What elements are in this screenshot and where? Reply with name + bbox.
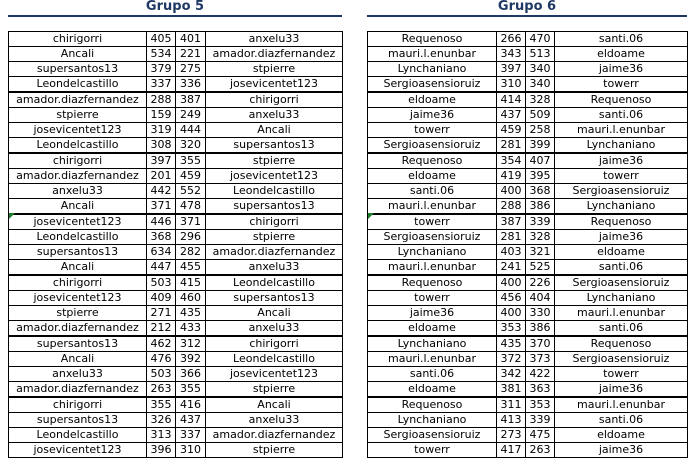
away-score-cell: 263	[526, 443, 555, 458]
away-score-cell: 249	[176, 108, 206, 123]
away-score-cell: 470	[526, 32, 555, 47]
away-score-cell: 321	[526, 245, 555, 260]
home-player-cell: josevicentet123	[9, 443, 147, 458]
home-score-cell: 503	[147, 275, 176, 291]
away-score-cell: 370	[526, 336, 555, 352]
match-row	[9, 62, 343, 77]
match-row	[9, 138, 343, 154]
home-score-cell: 326	[147, 413, 176, 428]
comment-marker-group-5	[9, 213, 15, 219]
away-player-cell: chirigorri	[206, 214, 343, 230]
away-player-cell: Requenoso	[555, 92, 688, 108]
group-6-title-rule	[367, 15, 687, 17]
away-score-cell: 392	[176, 352, 206, 367]
home-score-cell: 456	[497, 291, 526, 306]
match-row	[368, 108, 688, 123]
home-player-cell: santi.06	[368, 184, 497, 199]
match-row	[368, 169, 688, 184]
away-score-cell: 478	[176, 199, 206, 215]
match-row	[368, 321, 688, 337]
home-player-cell: stpierre	[9, 108, 147, 123]
group-5-title: Grupo 5	[145, 0, 205, 14]
home-score-cell: 503	[147, 367, 176, 382]
match-row	[368, 397, 688, 413]
away-score-cell: 435	[176, 306, 206, 321]
home-player-cell: chirigorri	[9, 397, 147, 413]
away-player-cell: stpierre	[206, 382, 343, 398]
away-player-cell: towerr	[555, 169, 688, 184]
home-player-cell: jaime36	[368, 108, 497, 123]
home-player-cell: Ancali	[9, 47, 147, 62]
home-score-cell: 342	[497, 367, 526, 382]
away-score-cell: 444	[176, 123, 206, 138]
away-player-cell: eldoame	[555, 47, 688, 62]
home-player-cell: amador.diazfernandez	[9, 169, 147, 184]
home-score-cell: 397	[497, 62, 526, 77]
match-row	[9, 275, 343, 291]
home-player-cell: anxelu33	[9, 367, 147, 382]
match-row	[9, 443, 343, 458]
home-score-cell: 534	[147, 47, 176, 62]
away-player-cell: eldoame	[555, 245, 688, 260]
match-row	[368, 443, 688, 458]
match-row	[9, 352, 343, 367]
home-player-cell: Lynchaniano	[368, 336, 497, 352]
home-score-cell: 263	[147, 382, 176, 398]
away-score-cell: 355	[176, 382, 206, 398]
home-player-cell: supersantos13	[9, 413, 147, 428]
away-player-cell: Sergioasensioruiz	[555, 352, 688, 367]
home-player-cell: Leondelcastillo	[9, 230, 147, 245]
group-5-panel	[8, 0, 342, 456]
match-row	[9, 260, 343, 276]
match-row	[368, 230, 688, 245]
match-row	[368, 382, 688, 398]
away-score-cell: 371	[176, 214, 206, 230]
home-player-cell: amador.diazfernandez	[9, 92, 147, 108]
away-score-cell: 395	[526, 169, 555, 184]
home-player-cell: josevicentet123	[9, 123, 147, 138]
away-player-cell: anxelu33	[206, 321, 343, 337]
home-score-cell: 409	[147, 291, 176, 306]
away-player-cell: santi.06	[555, 32, 688, 47]
away-score-cell: 340	[526, 62, 555, 77]
home-player-cell: supersantos13	[9, 336, 147, 352]
match-row	[9, 169, 343, 184]
home-score-cell: 212	[147, 321, 176, 337]
away-score-cell: 386	[526, 199, 555, 215]
match-row	[368, 123, 688, 138]
match-row	[9, 245, 343, 260]
away-score-cell: 386	[526, 321, 555, 337]
home-score-cell: 437	[497, 108, 526, 123]
match-row	[9, 184, 343, 199]
away-score-cell: 513	[526, 47, 555, 62]
away-player-cell: josevicentet123	[206, 169, 343, 184]
home-score-cell: 372	[497, 352, 526, 367]
away-score-cell: 525	[526, 260, 555, 276]
away-score-cell: 275	[176, 62, 206, 77]
away-player-cell: towerr	[555, 367, 688, 382]
group-5-results-table	[8, 31, 343, 458]
home-score-cell: 343	[497, 47, 526, 62]
match-row	[9, 382, 343, 398]
match-row	[9, 153, 343, 169]
away-player-cell: anxelu33	[206, 413, 343, 428]
away-score-cell: 226	[526, 275, 555, 291]
away-player-cell: Requenoso	[555, 214, 688, 230]
match-row	[368, 306, 688, 321]
group-6-results-table	[367, 31, 688, 458]
home-player-cell: Leondelcastillo	[9, 428, 147, 443]
home-score-cell: 419	[497, 169, 526, 184]
away-player-cell: Requenoso	[555, 336, 688, 352]
away-player-cell: Lynchaniano	[555, 199, 688, 215]
away-score-cell: 339	[526, 214, 555, 230]
home-score-cell: 435	[497, 336, 526, 352]
home-player-cell: mauri.l.enunbar	[368, 199, 497, 215]
away-player-cell: jaime36	[555, 382, 688, 398]
away-player-cell: eldoame	[555, 428, 688, 443]
match-row	[368, 291, 688, 306]
home-score-cell: 459	[497, 123, 526, 138]
home-player-cell: stpierre	[9, 306, 147, 321]
match-row	[9, 214, 343, 230]
home-player-cell: mauri.l.enunbar	[368, 352, 497, 367]
away-score-cell: 416	[176, 397, 206, 413]
home-player-cell: Requenoso	[368, 153, 497, 169]
match-row	[368, 352, 688, 367]
away-player-cell: Lynchaniano	[555, 138, 688, 154]
away-player-cell: anxelu33	[206, 108, 343, 123]
home-score-cell: 447	[147, 260, 176, 276]
home-score-cell: 311	[497, 397, 526, 413]
home-player-cell: eldoame	[368, 382, 497, 398]
match-row	[9, 92, 343, 108]
group-5-title-rule	[8, 15, 342, 17]
away-score-cell: 422	[526, 367, 555, 382]
home-score-cell: 201	[147, 169, 176, 184]
match-row	[9, 367, 343, 382]
home-score-cell: 281	[497, 230, 526, 245]
away-score-cell: 337	[176, 428, 206, 443]
home-player-cell: Sergioasensioruiz	[368, 77, 497, 93]
home-player-cell: chirigorri	[9, 275, 147, 291]
match-row	[368, 428, 688, 443]
away-score-cell: 552	[176, 184, 206, 199]
home-player-cell: anxelu33	[9, 184, 147, 199]
away-player-cell: amador.diazfernandez	[206, 245, 343, 260]
home-score-cell: 413	[497, 413, 526, 428]
home-score-cell: 371	[147, 199, 176, 215]
home-score-cell: 400	[497, 306, 526, 321]
away-player-cell: mauri.l.enunbar	[555, 397, 688, 413]
away-player-cell: Sergioasensioruiz	[555, 275, 688, 291]
away-score-cell: 401	[176, 32, 206, 47]
away-score-cell: 328	[526, 230, 555, 245]
away-player-cell: anxelu33	[206, 260, 343, 276]
away-player-cell: Ancali	[206, 123, 343, 138]
home-score-cell: 310	[497, 77, 526, 93]
home-player-cell: Leondelcastillo	[9, 77, 147, 93]
away-score-cell: 433	[176, 321, 206, 337]
home-player-cell: Leondelcastillo	[9, 138, 147, 154]
home-player-cell: chirigorri	[9, 153, 147, 169]
away-player-cell: mauri.l.enunbar	[555, 306, 688, 321]
away-player-cell: Leondelcastillo	[206, 352, 343, 367]
home-score-cell: 308	[147, 138, 176, 154]
match-row	[368, 260, 688, 276]
away-player-cell: towerr	[555, 77, 688, 93]
away-player-cell: Leondelcastillo	[206, 275, 343, 291]
home-player-cell: Sergioasensioruiz	[368, 138, 497, 154]
match-row	[368, 275, 688, 291]
home-player-cell: eldoame	[368, 169, 497, 184]
home-player-cell: josevicentet123	[9, 214, 147, 230]
group-6-title: Grupo 6	[497, 0, 557, 14]
home-player-cell: eldoame	[368, 92, 497, 108]
away-score-cell: 366	[176, 367, 206, 382]
match-row	[9, 336, 343, 352]
home-player-cell: chirigorri	[9, 32, 147, 47]
home-score-cell: 288	[147, 92, 176, 108]
match-row	[368, 92, 688, 108]
home-player-cell: towerr	[368, 123, 497, 138]
home-player-cell: jaime36	[368, 306, 497, 321]
home-score-cell: 313	[147, 428, 176, 443]
home-score-cell: 634	[147, 245, 176, 260]
away-score-cell: 459	[176, 169, 206, 184]
home-player-cell: Ancali	[9, 260, 147, 276]
away-score-cell: 296	[176, 230, 206, 245]
away-player-cell: Leondelcastillo	[206, 184, 343, 199]
away-player-cell: amador.diazfernandez	[206, 47, 343, 62]
away-score-cell: 437	[176, 413, 206, 428]
away-player-cell: chirigorri	[206, 336, 343, 352]
away-score-cell: 340	[526, 77, 555, 93]
home-score-cell: 288	[497, 199, 526, 215]
away-player-cell: mauri.l.enunbar	[555, 123, 688, 138]
away-player-cell: santi.06	[555, 260, 688, 276]
home-player-cell: Requenoso	[368, 32, 497, 47]
home-score-cell: 400	[497, 184, 526, 199]
away-score-cell: 221	[176, 47, 206, 62]
home-player-cell: Requenoso	[368, 275, 497, 291]
away-score-cell: 328	[526, 92, 555, 108]
match-row	[368, 47, 688, 62]
match-row	[9, 413, 343, 428]
match-row	[9, 199, 343, 215]
match-row	[368, 367, 688, 382]
away-score-cell: 399	[526, 138, 555, 154]
away-score-cell: 455	[176, 260, 206, 276]
away-score-cell: 460	[176, 291, 206, 306]
away-score-cell: 312	[176, 336, 206, 352]
home-score-cell: 319	[147, 123, 176, 138]
home-score-cell: 355	[147, 397, 176, 413]
group-6-panel	[367, 0, 687, 456]
home-score-cell: 353	[497, 321, 526, 337]
away-player-cell: amador.diazfernandez	[206, 428, 343, 443]
away-player-cell: jaime36	[555, 230, 688, 245]
match-row	[9, 77, 343, 93]
away-player-cell: anxelu33	[206, 32, 343, 47]
home-score-cell: 266	[497, 32, 526, 47]
away-score-cell: 387	[176, 92, 206, 108]
home-player-cell: eldoame	[368, 321, 497, 337]
home-score-cell: 159	[147, 108, 176, 123]
home-score-cell: 397	[147, 153, 176, 169]
match-row	[368, 214, 688, 230]
match-row	[368, 153, 688, 169]
away-score-cell: 355	[176, 153, 206, 169]
match-row	[9, 47, 343, 62]
match-row	[368, 32, 688, 47]
away-player-cell: supersantos13	[206, 138, 343, 154]
home-player-cell: supersantos13	[9, 245, 147, 260]
match-row	[9, 321, 343, 337]
away-score-cell: 363	[526, 382, 555, 398]
match-row	[368, 138, 688, 154]
home-score-cell: 241	[497, 260, 526, 276]
home-player-cell: amador.diazfernandez	[9, 382, 147, 398]
home-player-cell: Requenoso	[368, 397, 497, 413]
home-score-cell: 337	[147, 77, 176, 93]
away-player-cell: supersantos13	[206, 199, 343, 215]
match-row	[9, 397, 343, 413]
match-row	[368, 77, 688, 93]
match-row	[368, 62, 688, 77]
match-row	[9, 428, 343, 443]
match-row	[368, 184, 688, 199]
away-player-cell: santi.06	[555, 108, 688, 123]
home-score-cell: 417	[497, 443, 526, 458]
away-player-cell: josevicentet123	[206, 367, 343, 382]
away-score-cell: 353	[526, 397, 555, 413]
home-player-cell: towerr	[368, 214, 497, 230]
match-row	[9, 291, 343, 306]
match-row	[9, 306, 343, 321]
home-player-cell: supersantos13	[9, 62, 147, 77]
match-row	[368, 336, 688, 352]
away-player-cell: santi.06	[555, 413, 688, 428]
away-player-cell: Ancali	[206, 397, 343, 413]
match-row	[9, 230, 343, 245]
home-player-cell: Ancali	[9, 199, 147, 215]
home-score-cell: 381	[497, 382, 526, 398]
home-score-cell: 271	[147, 306, 176, 321]
away-score-cell: 404	[526, 291, 555, 306]
away-player-cell: santi.06	[555, 321, 688, 337]
match-row	[9, 108, 343, 123]
away-player-cell: stpierre	[206, 62, 343, 77]
match-row	[9, 123, 343, 138]
home-score-cell: 379	[147, 62, 176, 77]
away-player-cell: jaime36	[555, 62, 688, 77]
home-score-cell: 281	[497, 138, 526, 154]
home-player-cell: towerr	[368, 291, 497, 306]
home-score-cell: 446	[147, 214, 176, 230]
match-row	[368, 199, 688, 215]
away-player-cell: stpierre	[206, 153, 343, 169]
away-score-cell: 407	[526, 153, 555, 169]
home-score-cell: 442	[147, 184, 176, 199]
away-player-cell: stpierre	[206, 230, 343, 245]
away-player-cell: Lynchaniano	[555, 291, 688, 306]
home-player-cell: Ancali	[9, 352, 147, 367]
away-player-cell: jaime36	[555, 153, 688, 169]
away-player-cell: chirigorri	[206, 92, 343, 108]
away-score-cell: 415	[176, 275, 206, 291]
away-score-cell: 310	[176, 443, 206, 458]
away-player-cell: josevicentet123	[206, 77, 343, 93]
away-score-cell: 339	[526, 413, 555, 428]
away-player-cell: Ancali	[206, 306, 343, 321]
home-score-cell: 414	[497, 92, 526, 108]
match-row	[9, 32, 343, 47]
away-score-cell: 330	[526, 306, 555, 321]
home-player-cell: mauri.l.enunbar	[368, 47, 497, 62]
match-row	[368, 413, 688, 428]
home-player-cell: Lynchaniano	[368, 245, 497, 260]
away-score-cell: 320	[176, 138, 206, 154]
home-score-cell: 400	[497, 275, 526, 291]
away-score-cell: 258	[526, 123, 555, 138]
home-player-cell: Sergioasensioruiz	[368, 230, 497, 245]
away-score-cell: 373	[526, 352, 555, 367]
home-player-cell: josevicentet123	[9, 291, 147, 306]
away-player-cell: Sergioasensioruiz	[555, 184, 688, 199]
home-score-cell: 403	[497, 245, 526, 260]
home-player-cell: mauri.l.enunbar	[368, 260, 497, 276]
away-player-cell: stpierre	[206, 443, 343, 458]
away-score-cell: 509	[526, 108, 555, 123]
home-score-cell: 368	[147, 230, 176, 245]
home-score-cell: 476	[147, 352, 176, 367]
match-row	[368, 245, 688, 260]
home-score-cell: 405	[147, 32, 176, 47]
away-score-cell: 336	[176, 77, 206, 93]
home-player-cell: towerr	[368, 443, 497, 458]
away-player-cell: supersantos13	[206, 291, 343, 306]
away-score-cell: 475	[526, 428, 555, 443]
home-player-cell: Sergioasensioruiz	[368, 428, 497, 443]
home-player-cell: Lynchaniano	[368, 62, 497, 77]
away-player-cell: jaime36	[555, 443, 688, 458]
home-player-cell: santi.06	[368, 367, 497, 382]
home-score-cell: 273	[497, 428, 526, 443]
home-player-cell: Lynchaniano	[368, 413, 497, 428]
home-score-cell: 462	[147, 336, 176, 352]
away-score-cell: 368	[526, 184, 555, 199]
away-score-cell: 282	[176, 245, 206, 260]
home-score-cell: 387	[497, 214, 526, 230]
home-score-cell: 354	[497, 153, 526, 169]
home-player-cell: amador.diazfernandez	[9, 321, 147, 337]
home-score-cell: 396	[147, 443, 176, 458]
comment-marker-group-6	[368, 213, 374, 219]
